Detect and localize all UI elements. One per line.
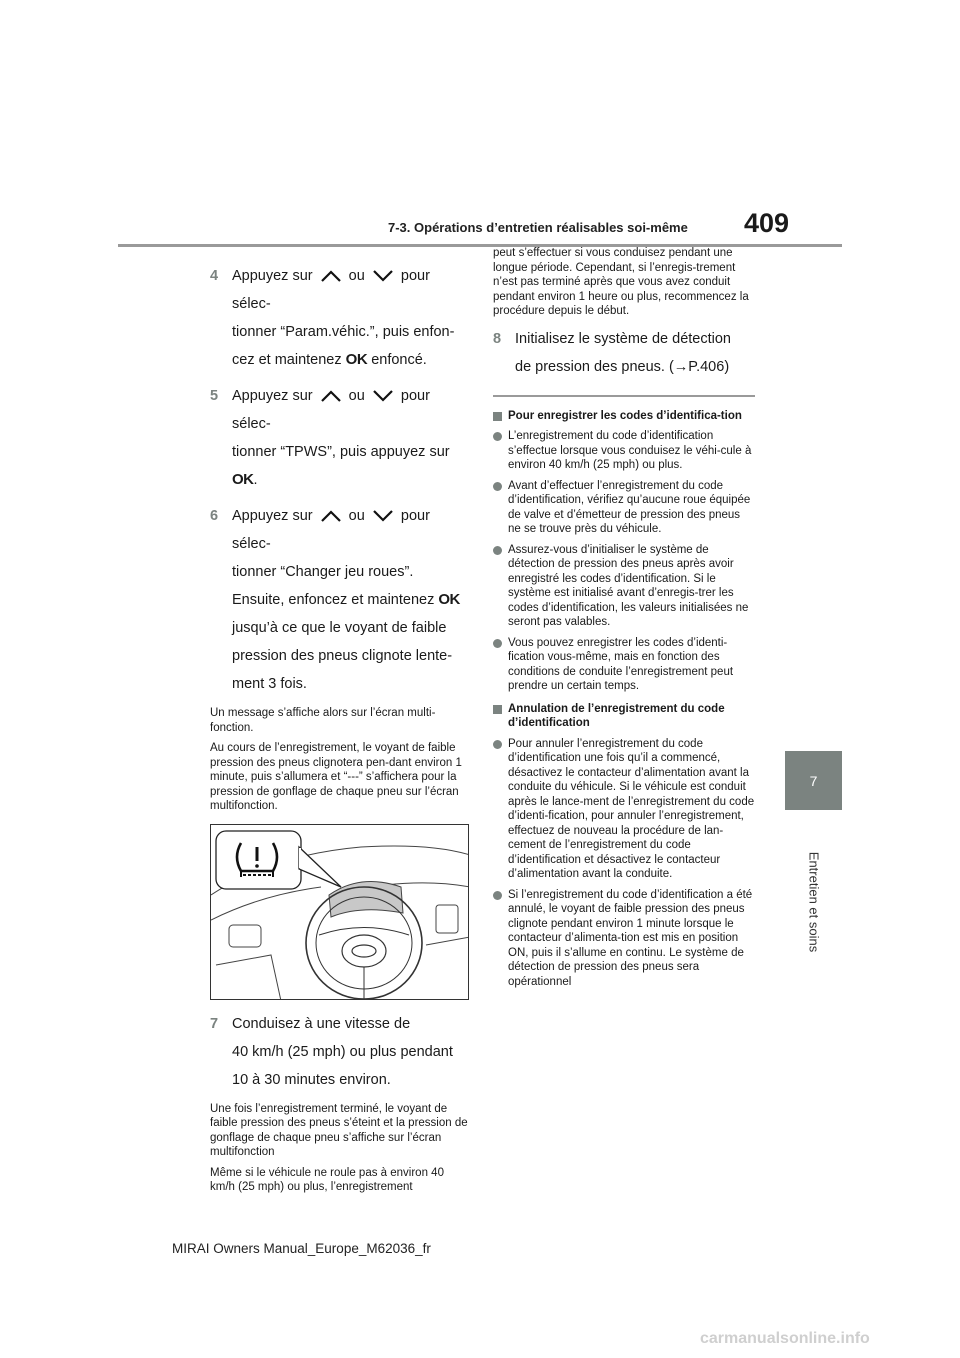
chapter-title: Entretien et soins: [806, 851, 821, 953]
right-column: [493, 246, 755, 995]
step-4: [210, 262, 470, 374]
ok-button-icon: OK: [232, 471, 254, 488]
step-text: pression des pneus clignote lente-: [232, 648, 453, 664]
step-text: pour sélec-: [232, 508, 430, 552]
chevron-up-icon: [320, 390, 342, 402]
step-number: 8: [493, 330, 502, 347]
list-item: [493, 479, 755, 537]
manual-footer: MIRAI Owners Manual_Europe_M62036_fr: [172, 1241, 431, 1256]
dashboard-drawing: [211, 825, 469, 1000]
chapter-number: 7: [809, 772, 818, 789]
chapter-tab: [785, 751, 842, 810]
square-bullet-icon: [493, 412, 502, 421]
round-bullet-icon: [493, 891, 502, 900]
chevron-up-icon: [320, 510, 342, 522]
step-text: Appuyez sur: [232, 268, 313, 284]
section-title: 7-3. Opérations d’entretien réalisables soi-même: [388, 220, 688, 235]
step-5: [210, 382, 470, 494]
step-text: Initialisez le système de détection: [515, 330, 731, 347]
step-8: [493, 325, 755, 381]
list-item-text: Pour annuler l’enregistrement du code d’identification une fois qu’il a commencé, désactivez le contacteur d’alimentation avant la conduite du véhicule. Si le véhicule est conduit après le lance-ment de l’enregistrement du code d’identi-fication, pour annuler l’enregistrement, effectuez de nouveau la procédure de lan-cement de l’enregistrement du code d’identification et désactivez le contacteur d’alimentation avant la conduite.: [508, 737, 755, 880]
note-text: peut s’effectuer si vous conduisez pendant une longue période. Cependant, si l’enregis-trement n’est pas terminé après que vous avez conduit pendant environ 1 heure ou plus, recommencez la procédure depuis le début.: [493, 247, 749, 317]
section-divider: [493, 395, 755, 397]
round-bullet-icon: [493, 639, 502, 648]
step-text: tionner “Changer jeu roues”.: [232, 564, 414, 580]
list-item-text: L’enregistrement du code d’identification s’effectue lorsque vous conduisez le véhi-cule à environ 40 km/h (25 mph) ou plus.: [508, 430, 752, 471]
section-heading-text: Pour enregistrer les codes d’identifica-tion: [508, 409, 742, 422]
list-item-text: Assurez-vous d’initialiser le système de détection de pression des pneus après avoir enregistré les codes d’identification. Si le système est initialisé avant d’enregis-trer les codes d’identification, les valeurs initialisées ne seront pas valables.: [508, 543, 749, 628]
round-bullet-icon: [493, 482, 502, 491]
step-text: .: [253, 472, 258, 488]
round-bullet-icon: [493, 740, 502, 749]
step-number: 5: [210, 388, 219, 404]
list-item-text: Vous pouvez enregistrer les codes d’identi-fication vous-même, mais en fonction des conditions de conduite l’enregistrement peut prendre un certain temps.: [508, 636, 734, 692]
section-heading-text: Annulation de l’enregistrement du code d’identification: [508, 702, 725, 729]
chevron-up-icon: [320, 270, 342, 282]
step-number: 4: [210, 268, 219, 284]
bullet-list: [493, 737, 755, 990]
section-heading: [493, 409, 755, 424]
step-text: tionner “TPWS”, puis appuyez sur: [232, 444, 450, 460]
bullet-list: [493, 429, 755, 694]
note-text: Un message s’affiche alors sur l’écran multi-fonction.: [210, 707, 436, 734]
step-text: Appuyez sur: [232, 508, 313, 524]
section-heading: [493, 702, 755, 731]
step-text: ment 3 fois.: [232, 676, 307, 692]
step-text: ou: [348, 268, 365, 284]
step-7: [210, 1010, 470, 1094]
step-text: ou: [348, 508, 365, 524]
list-item: [493, 888, 755, 990]
note-text: Une fois l’enregistrement terminé, le voyant de faible pression des pneus s’éteint et la pression de gonflage de chaque pneu s’affiche sur l’écran multifonction: [210, 1102, 468, 1158]
note-text: Au cours de l’enregistrement, le voyant de faible pression des pneus clignotera pen-dant environ 1 minute, puis s’allumera et “---” s’affichera pour la pression de gonflage de chaque pneu sur l’écran multifonction.: [210, 742, 462, 812]
step-text: tionner “Param.véhic.”, puis enfon-: [232, 324, 455, 340]
step-text: de pression des pneus. (→P.406): [515, 358, 730, 375]
step-text: Ensuite, enfoncez et maintenez: [232, 592, 435, 608]
ok-button-icon: OK: [438, 591, 460, 608]
step-text: ou: [348, 388, 365, 404]
chevron-down-icon: [372, 270, 394, 282]
list-item-text: Avant d’effectuer l’enregistrement du code d’identification, vérifiez qu’aucune roue équipée de valve et d’émetteur de pression des pneus ne se trouve près du véhicule.: [508, 479, 751, 535]
step-number: 6: [210, 508, 219, 524]
chevron-down-icon: [372, 510, 394, 522]
step-text: 10 à 30 minutes environ.: [232, 1071, 391, 1088]
round-bullet-icon: [493, 432, 502, 441]
chapter-side-label: [785, 810, 842, 994]
step-text: Conduisez à une vitesse de: [232, 1015, 411, 1032]
list-item: [493, 429, 755, 473]
step-text: jusqu’à ce que le voyant de faible: [232, 620, 447, 636]
note-text: Même si le véhicule ne roule pas à environ 40 km/h (25 mph) ou plus, l’enregistrement: [210, 1166, 444, 1193]
step-text: 40 km/h (25 mph) ou plus pendant: [232, 1043, 453, 1060]
step-text: pour sélec-: [232, 268, 430, 312]
round-bullet-icon: [493, 546, 502, 555]
step-text: Appuyez sur: [232, 388, 313, 404]
step-6: [210, 502, 470, 698]
step-text: cez et maintenez: [232, 352, 342, 368]
left-column: [210, 262, 470, 1201]
watermark: carmanualsonline.info: [700, 1330, 870, 1347]
dashboard-illustration: [210, 824, 469, 1000]
page-number: 409: [744, 208, 790, 238]
step-text: pour sélec-: [232, 388, 430, 432]
list-item: [493, 543, 755, 630]
step-text: enfoncé.: [371, 352, 427, 368]
list-item: [493, 737, 755, 882]
list-item: [493, 636, 755, 694]
step-number: 7: [210, 1015, 219, 1032]
ok-button-icon: OK: [345, 351, 368, 368]
square-bullet-icon: [493, 705, 502, 714]
chevron-down-icon: [372, 390, 394, 402]
list-item-text: Si l’enregistrement du code d’identification a été annulé, le voyant de faible pression des pneus clignote pendant environ 1 minute lorsque le contacteur d’alimenta-tion est mis en position ON, puis il s’allume en continu. Le système de détection de pression des pneus sera opérationnel: [508, 888, 753, 988]
